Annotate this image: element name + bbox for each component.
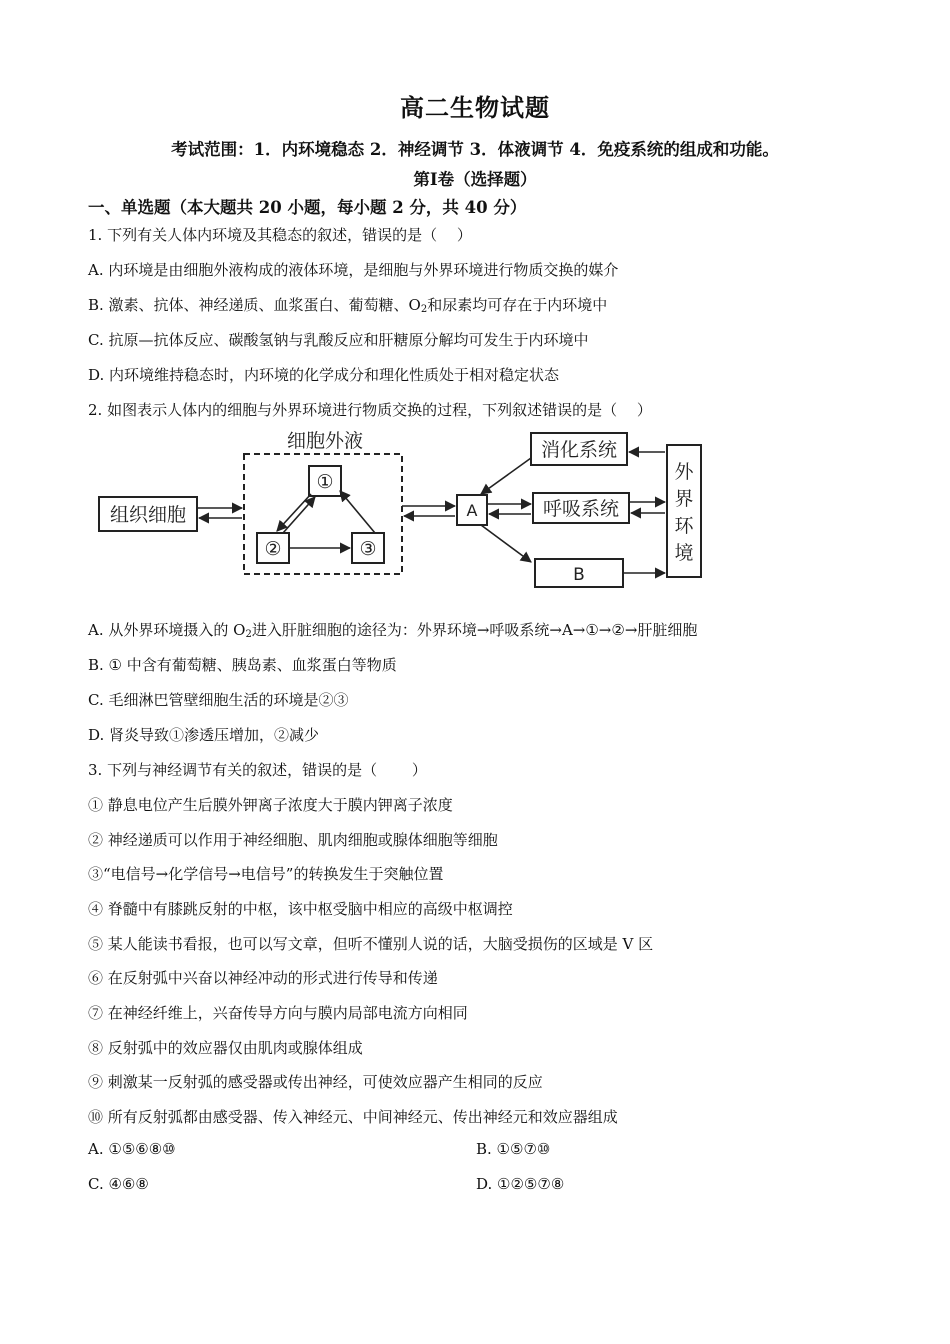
extracellular-label: 细胞外液 xyxy=(286,430,364,452)
q3-statement: ⑨ 刺激某一反射弧的感受器或传出神经，可使效应器产生相同的反应 xyxy=(88,1073,543,1091)
volume-heading: 第Ⅰ卷（选择题） xyxy=(413,170,537,189)
q2-option-d: D. 肾炎导致①渗透压增加，②减少 xyxy=(88,726,320,744)
q1-option-d: D. 内环境维持稳态时，内环境的化学成分和理化性质处于相对稳定状态 xyxy=(88,366,560,384)
q3-statement: ⑤ 某人能读书看报，也可以写文章，但听不懂别人说的话，大脑受损伤的区域是 V 区 xyxy=(88,935,654,953)
q1-option-a: A. 内环境是由细胞外液构成的液体环境，是细胞与外界环境进行物质交换的媒介 xyxy=(88,261,619,279)
q1-stem: 1. 下列有关人体内环境及其稳态的叙述，错误的是（ ） xyxy=(88,226,472,244)
q3-statement: ⑧ 反射弧中的效应器仅由肌肉或腺体组成 xyxy=(88,1039,363,1057)
exam-scope: 考试范围：1．内环境稳态 2．神经调节 3．体液调节 4．免疫系统的组成和功能。 xyxy=(171,140,779,159)
q3-option-d: D. ①②⑤⑦⑧ xyxy=(476,1175,565,1193)
q3-option-c: C. ④⑥⑧ xyxy=(88,1175,149,1193)
q1-option-c: C. 抗原—抗体反应、碳酸氢钠与乳酸反应和肝糖原分解均可发生于内环境中 xyxy=(88,331,589,349)
arrow-1-to-2 xyxy=(277,494,311,531)
outside-char-4: 境 xyxy=(674,542,694,564)
digestive-system-label: 消化系统 xyxy=(540,439,618,461)
section-heading: 一、单选题（本大题共 20 小题，每小题 2 分，共 40 分） xyxy=(88,198,527,217)
arrow-a-to-b xyxy=(481,525,531,562)
node-2-label: ② xyxy=(264,538,282,560)
outside-char-1: 外 xyxy=(674,461,694,483)
q3-statement: ⑩ 所有反射弧都由感受器、传入神经元、中间神经元、传出神经元和效应器组成 xyxy=(88,1108,618,1126)
page-title: 高二生物试题 xyxy=(400,93,550,122)
q3-option-a: A. ①⑤⑥⑧⑩ xyxy=(88,1140,176,1158)
arrow-digestive-to-a xyxy=(481,458,531,494)
q3-statement: ③“电信号→化学信号→电信号”的转换发生于突触位置 xyxy=(88,865,444,883)
q2-option-c: C. 毛细淋巴管壁细胞生活的环境是②③ xyxy=(88,691,349,709)
node-b-label: B xyxy=(573,565,585,585)
q2-option-b: B. ① 中含有葡萄糖、胰岛素、血浆蛋白等物质 xyxy=(88,656,397,674)
q3-statement: ④ 脊髓中有膝跳反射的中枢，该中枢受脑中相应的高级中枢调控 xyxy=(88,900,513,918)
q3-statement: ⑥ 在反射弧中兴奋以神经冲动的形式进行传导和传递 xyxy=(88,969,438,987)
outside-char-2: 界 xyxy=(674,488,694,510)
node-3-label: ③ xyxy=(359,538,377,560)
node-1-label: ① xyxy=(316,471,334,493)
q3-option-b: B. ①⑤⑦⑩ xyxy=(476,1140,551,1158)
node-a-label: A xyxy=(466,501,478,520)
q2-option-a: A. 从外界环境摄入的 $O_2$进入肝脏细胞的途径为：外界环境→呼吸系统→A→①→②→肝脏细胞 xyxy=(88,621,698,640)
outside-char-3: 环 xyxy=(674,515,694,537)
q3-statement: ② 神经递质可以作用于神经细胞、肌肉细胞或腺体细胞等细胞 xyxy=(88,831,498,849)
q1-option-b: B. 激素、抗体、神经递质、血浆蛋白、葡萄糖、$O_2$和尿素均可存在于内环境中 xyxy=(88,296,608,315)
arrow-3-to-1 xyxy=(340,491,375,533)
q3-statement: ① 静息电位产生后膜外钾离子浓度大于膜内钾离子浓度 xyxy=(88,796,453,814)
respiratory-system-label: 呼吸系统 xyxy=(542,498,620,520)
q3-stem: 3. 下列与神经调节有关的叙述，错误的是（ ） xyxy=(88,761,427,779)
tissue-cells-label: 组织细胞 xyxy=(109,504,187,526)
exchange-diagram xyxy=(0,428,950,598)
arrow-2-to-1 xyxy=(283,497,315,533)
q3-statement: ⑦ 在神经纤维上，兴奋传导方向与膜内局部电流方向相同 xyxy=(88,1004,468,1022)
q2-stem: 2. 如图表示人体内的细胞与外界环境进行物质交换的过程，下列叙述错误的是（ ） xyxy=(88,401,652,419)
